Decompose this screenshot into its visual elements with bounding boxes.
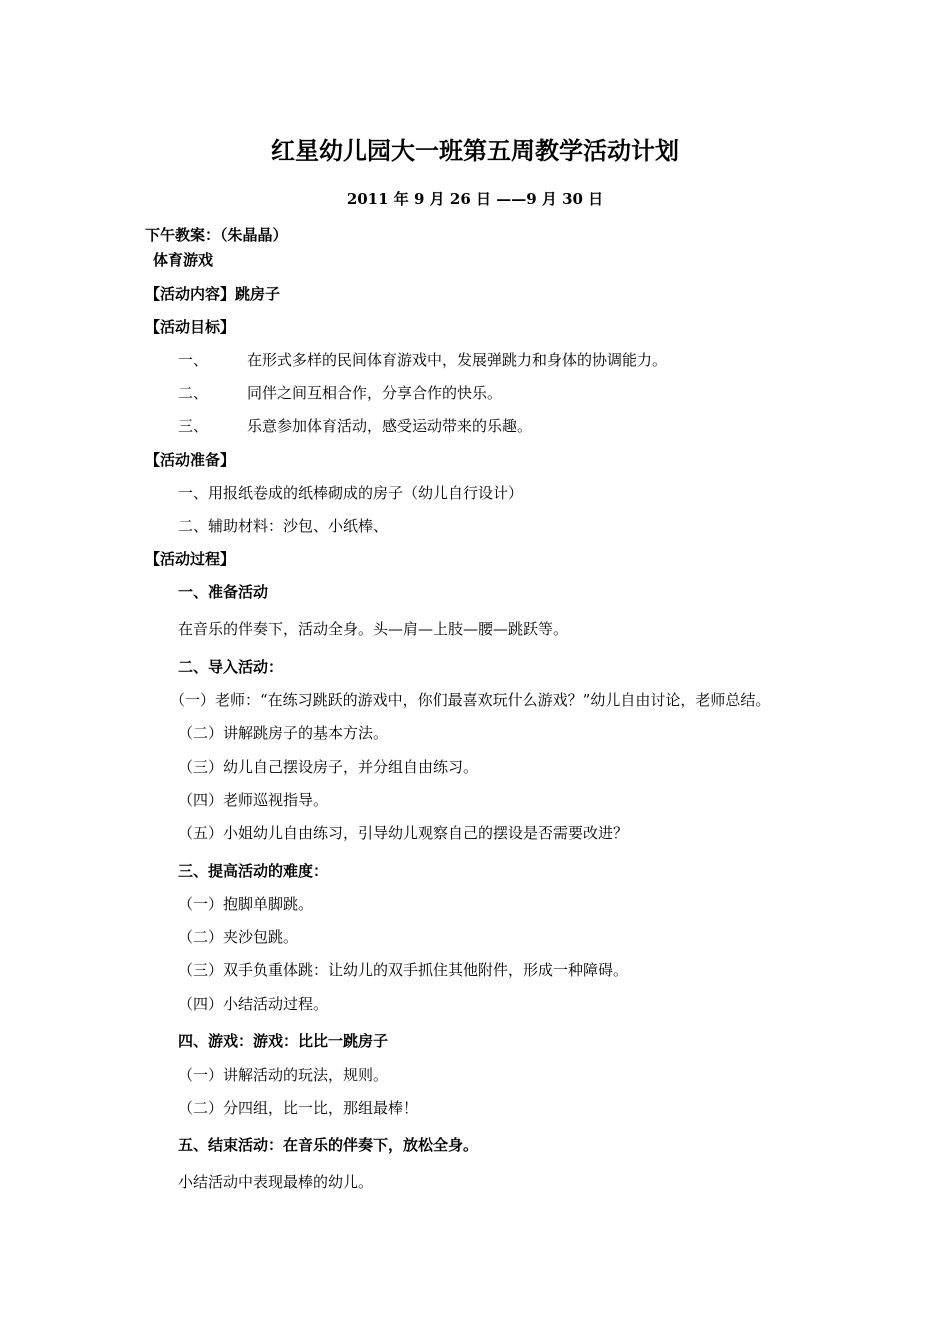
goal-item <box>178 416 532 436</box>
list-item: （二）分四组，比一比，那组最棒！ <box>178 1099 419 1117</box>
list-item: （一）抱脚单脚跳。 <box>178 895 314 913</box>
process-heading: 【活动过程】 <box>145 550 236 568</box>
activity-content: 【活动内容】跳房子 <box>145 285 281 303</box>
prep-item: 二、辅助材料：沙包、小纸棒、 <box>178 517 389 535</box>
goal-item <box>178 350 667 370</box>
prep-item: 一、用报纸卷成的纸棒砌成的房子（幼儿自行设计） <box>178 484 524 502</box>
list-item: （一）老师：“在练习跳跃的游戏中，你们最喜欢玩什么游戏？”幼儿自由讨论，老师总结。 <box>170 691 771 709</box>
list-item: （四）老师巡视指导。 <box>178 791 329 809</box>
goal-number: 二、 <box>178 384 209 402</box>
section-heading: 三、提高活动的难度： <box>178 862 329 880</box>
teacher-line: 下午教案：（朱晶晶） <box>145 226 288 244</box>
category-line: 体育游戏 <box>153 251 214 269</box>
list-item: （四）小结活动过程。 <box>178 995 329 1013</box>
date-range: 2011 年 9 月 26 日 ——9 月 30 日 <box>346 190 604 208</box>
section-text: 在音乐的伴奏下，活动全身。头—肩—上肢—腰—跳跃等。 <box>178 620 569 638</box>
goal-text: 乐意参加体育活动，感受运动带来的乐趣。 <box>247 417 533 435</box>
goal-text: 在形式多样的民间体育游戏中，发展弹跳力和身体的协调能力。 <box>247 351 668 369</box>
list-item: （三）幼儿自己摆设房子，并分组自由练习。 <box>178 758 479 776</box>
goal-number: 三、 <box>178 417 209 435</box>
section-text: 小结活动中表现最棒的幼儿。 <box>178 1173 374 1191</box>
prep-heading: 【活动准备】 <box>145 451 236 469</box>
goal-text: 同伴之间互相合作，分享合作的快乐。 <box>247 384 503 402</box>
list-item: （三）双手负重体跳：让幼儿的双手抓住其他附件，形成一种障碍。 <box>178 961 629 979</box>
goal-item <box>178 383 502 403</box>
section-heading: 一、准备活动 <box>178 583 269 601</box>
list-item: （二）夹沙包跳。 <box>178 928 299 946</box>
page-title: 红星幼儿园大一班第五周教学活动计划 <box>271 136 679 165</box>
section-heading: 五、结束活动：在音乐的伴奏下，放松全身。 <box>178 1136 479 1154</box>
goals-heading: 【活动目标】 <box>145 318 236 336</box>
goal-number: 一、 <box>178 351 209 369</box>
section-heading: 四、游戏：游戏：比比一跳房子 <box>178 1032 389 1050</box>
list-item: （五）小姐幼儿自由练习，引导幼儿观察自己的摆设是否需要改进？ <box>178 824 629 842</box>
section-heading: 二、导入活动： <box>178 658 284 676</box>
list-item: （二）讲解跳房子的基本方法。 <box>178 724 389 742</box>
list-item: （一）讲解活动的玩法，规则。 <box>178 1066 389 1084</box>
